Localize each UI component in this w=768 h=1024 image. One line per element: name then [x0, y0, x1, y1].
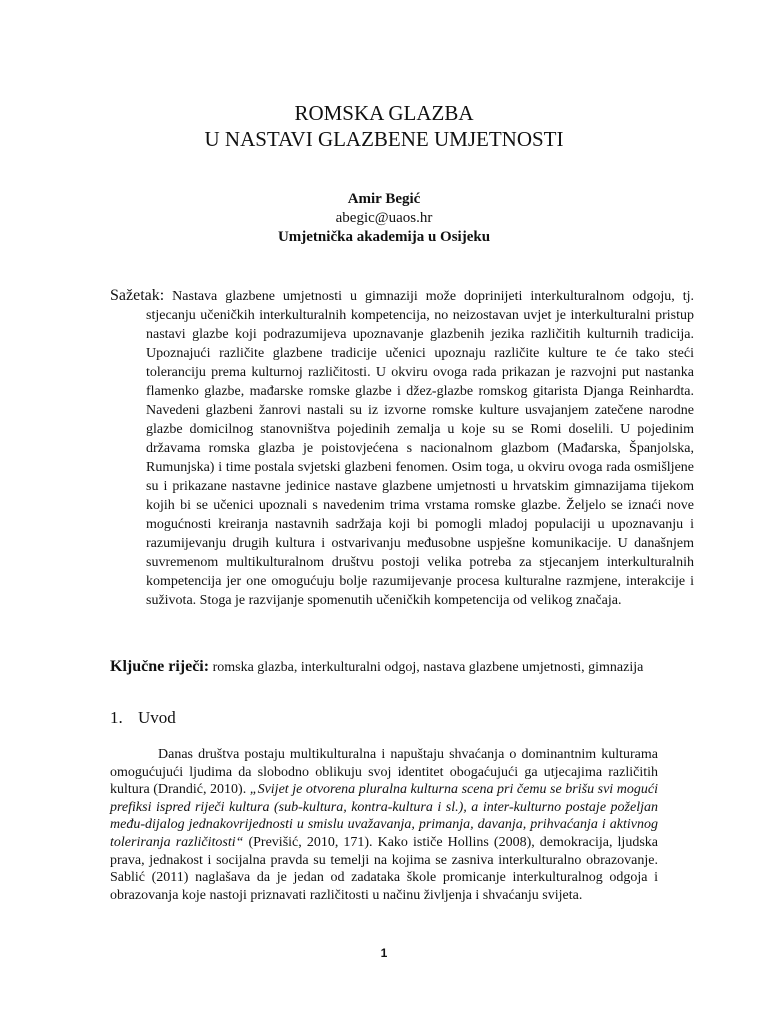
author-email: abegic@uaos.hr — [335, 210, 433, 226]
author-block — [0, 190, 768, 247]
title-line-2: U NASTAVI GLAZBENE UMJETNOSTI — [204, 127, 564, 151]
section-heading — [110, 707, 176, 729]
intro-paragraph — [110, 746, 658, 904]
intro-text-part1: Danas društva postaju multikulturalna i napuštaju shvaćanja o dominantnim kulturama omogućujući ljudima da slobodno oblikuju svoj identitet obogaćujući ga utjecajima različitih kultura (Drandić, 2010). — [110, 747, 658, 798]
page-number: 1 — [380, 946, 388, 960]
author-affiliation: Umjetnička akademija u Osijeku — [277, 229, 491, 245]
title-line-1: ROMSKA GLAZBA — [294, 101, 474, 125]
author-name: Amir Begić — [347, 191, 421, 207]
section-number: 1. — [110, 708, 123, 727]
abstract-text: Nastava glazbene umjetnosti u gimnaziji može doprinijeti interkulturalnom odgoju, tj. stjecanju učeničkih interkulturalnih kompetencija, no neizostavan uvjet je interkulturalni pristup nastavi glazbe koji podrazumijeva upoznavanje glazbenih jezika različitih kulturnih tradicija. Upoznajući različite glazbene tradicije učenici upoznaju različite kulture te će tako steći toleranciju prema kulturnoj različitosti. U okviru ovoga rada prikazan je razvojni put nastanka flamenko glazbe, mađarske romske glazbe i džez-glazbe romskog gitarista Djanga Reinhardta. Navedeni glazbeni žanrovi nastali su iz izvorne romske kulture usvajanjem zatečene narodne glazbe domicilnog stanovništva pojedinih zemalja u koje su se Romi doselili. U pojedinim državama romska glazba je poistovjećena s nacionalnom glazbom (Mađarska, Španjolska, Rumunjska) i time postala svjetski glazbeni fenomen. Osim toga, u okviru ovoga rada osmišljene su i prikazane nastavne jedinice nastave glazbene umjetnosti u hrvatskim gimnazijama tijekom kojih bi se učenici upoznali s navedenim trima vrstama romske glazbe. Željelo se iznaći nove mogućnosti kreiranja nastavnih sadržaja koji bi pomogli mladoj populaciji u upoznavanju i razumijevanju drugih kultura i ostvarivanju međusobne uspješne komunikacije. U današnjem suvremenom multikulturalnom društvu postoji velika potreba za stjecanjem interkulturalnih kompetencija jer one omogućuju bolje razumijevanje procesa kulturalne razmjene, interakcije i suživota. Stoga je razvijanje spomenutih učeničkih kompetencija od velikog značaja. — [146, 289, 694, 608]
intro-text-part2: (Previšić, 2010, 171). Kako ističe Hollins (2008), demokracija, ljudska prava, jednakost i socijalna pravda su temelji na kojima se zasniva interkulturalno obrazovanje. Sablić (2011) naglašava da je jedan od zadataka škole promicanje interkulturalnog odgoja i obrazovanja koje nastoji priznavati različitosti u načinu življenja i shvaćanju svijeta. — [110, 834, 658, 903]
intro-quote: „Svijet je otvorena pluralna kulturna scena pri čemu se brišu svi mogući prefiksi ispred riječi kultura (sub-kultura, kontra-kultura i sl.), a inter-kulturno postaje poželjan među-dijalog jednakovrijednosti u smislu uvažavanja, primanja, davanja, prihvaćanja i aktivnog toleriranja različitosti“ — [110, 782, 658, 850]
paper-title — [0, 100, 768, 152]
abstract — [110, 286, 694, 610]
section-title: Uvod — [138, 708, 176, 727]
keywords — [110, 657, 706, 677]
keywords-text: romska glazba, interkulturalni odgoj, nastava glazbene umjetnosti, gimnazija — [212, 660, 644, 675]
abstract-label: Sažetak: — [110, 287, 165, 304]
keywords-label: Ključne riječi: — [110, 658, 210, 675]
